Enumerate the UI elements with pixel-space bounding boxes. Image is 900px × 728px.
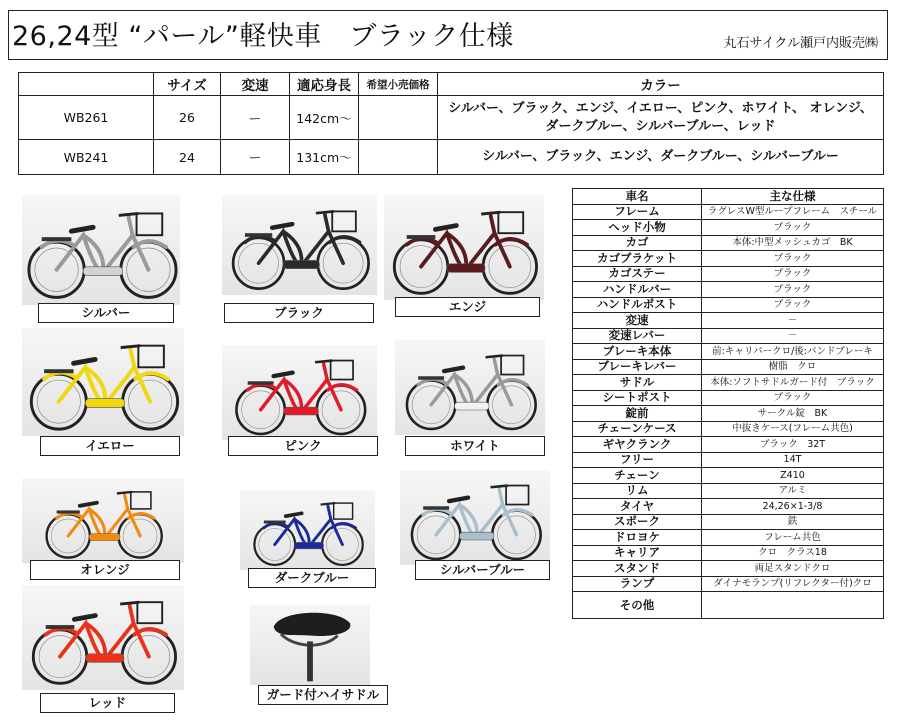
page-title: 26,24型 “パール”軽快車 ブラック仕様 [12, 21, 514, 52]
model-code: WB241 [19, 140, 154, 175]
spec-value: アルミ [702, 483, 884, 499]
spec-value: 両足スタンドクロ [702, 561, 884, 577]
bike-photo [22, 585, 184, 690]
model-price [359, 96, 438, 140]
models-header-price: 希望小売価格 [359, 73, 438, 96]
spec-key: キャリア [573, 545, 702, 561]
spec-value: － [702, 313, 884, 329]
spec-row [573, 359, 884, 375]
spec-key: スポーク [573, 514, 702, 530]
spec-value: 鉄 [702, 514, 884, 530]
model-height: 131cm～ [290, 140, 359, 175]
spec-key: ハンドルバー [573, 282, 702, 298]
spec-row [573, 499, 884, 515]
bike-photo [400, 470, 550, 565]
spec-key: タイヤ [573, 499, 702, 515]
spec-value: 中抜きケース(フレーム共色) [702, 421, 884, 437]
spec-key: ギヤクランク [573, 437, 702, 453]
spec-row [573, 220, 884, 236]
spec-value [702, 592, 884, 619]
spec-header-spec: 主な仕様 [702, 189, 884, 205]
spec-row [573, 421, 884, 437]
models-row [19, 140, 884, 175]
spec-key: フレーム [573, 204, 702, 220]
spec-row [573, 530, 884, 546]
spec-value: Z410 [702, 468, 884, 484]
spec-row [573, 266, 884, 282]
spec-row [573, 483, 884, 499]
bike-photo [395, 340, 545, 435]
color-label: イエロー [40, 436, 180, 456]
model-size: 26 [154, 96, 221, 140]
spec-row [573, 328, 884, 344]
models-header-model [19, 73, 154, 96]
company-name: 丸石サイクル瀬戸内販売㈱ [723, 36, 878, 51]
spec-value: ブラック [702, 297, 884, 313]
spec-row [573, 375, 884, 391]
spec-value: 樹脂 クロ [702, 359, 884, 375]
spec-row [573, 592, 884, 619]
spec-value: クロ クラス18 [702, 545, 884, 561]
color-label: ブラック [224, 303, 374, 323]
bike-photo [222, 195, 377, 295]
spec-value: ブラック [702, 282, 884, 298]
bike-photo [22, 478, 184, 563]
spec-key: サドル [573, 375, 702, 391]
model-shift: ー [221, 96, 290, 140]
spec-key: 錠前 [573, 406, 702, 422]
spec-row [573, 437, 884, 453]
spec-value: フレーム共色 [702, 530, 884, 546]
spec-value: ダイナモランプ(リフレクター付)クロ [702, 576, 884, 592]
saddle-photo [250, 605, 370, 685]
spec-key: ブレーキレバー [573, 359, 702, 375]
spec-row [573, 514, 884, 530]
spec-value: ブラック [702, 220, 884, 236]
models-header-row [19, 73, 884, 96]
spec-value: ブラック 32T [702, 437, 884, 453]
color-label: ガード付ハイサドル [258, 685, 388, 705]
spec-key: リム [573, 483, 702, 499]
bike-photo [384, 195, 544, 300]
spec-key: カゴブラケット [573, 251, 702, 267]
spec-value: ブラック [702, 251, 884, 267]
spec-key: ハンドルポスト [573, 297, 702, 313]
color-label: ホワイト [405, 436, 545, 456]
model-height: 142cm～ [290, 96, 359, 140]
spec-header-name: 車名 [573, 189, 702, 205]
model-price [359, 140, 438, 175]
spec-row [573, 282, 884, 298]
spec-value: － [702, 328, 884, 344]
models-row [19, 96, 884, 140]
spec-table [572, 188, 884, 619]
color-label: ピンク [228, 436, 378, 456]
bike-photo [222, 345, 377, 440]
spec-value: 本体:ソフトサドルガード付 ブラック [702, 375, 884, 391]
model-colors-line: シルバー、ブラック、エンジ、ダークブルー、シルバーブルー [482, 149, 839, 164]
spec-key: スタンド [573, 561, 702, 577]
spec-key: チェーンケース [573, 421, 702, 437]
color-label: レッド [40, 693, 175, 713]
models-table [18, 72, 884, 175]
spec-key: カゴ [573, 235, 702, 251]
spec-value: 前:キャリパークロ/後:バンドブレーキ [702, 344, 884, 360]
spec-key: 変速レバー [573, 328, 702, 344]
model-size: 24 [154, 140, 221, 175]
spec-value: 本体:中型メッシュカゴ BK [702, 235, 884, 251]
spec-row [573, 545, 884, 561]
spec-row [573, 576, 884, 592]
spec-row [573, 452, 884, 468]
spec-header-row [573, 189, 884, 205]
spec-value: サークル錠 BK [702, 406, 884, 422]
model-colors [438, 96, 884, 140]
spec-key: ランプ [573, 576, 702, 592]
spec-key: フリー [573, 452, 702, 468]
models-header-colors: カラー [438, 73, 884, 96]
spec-row [573, 344, 884, 360]
color-label: シルバー [38, 303, 174, 323]
spec-row [573, 313, 884, 329]
model-shift: ー [221, 140, 290, 175]
spec-row [573, 297, 884, 313]
bike-photo [240, 490, 375, 570]
spec-value: ブラック [702, 390, 884, 406]
model-colors-line: シルバー、ブラック、エンジ、イエロー、ピンク、ホワイト、 オレンジ、 [448, 100, 873, 116]
spec-key: ブレーキ本体 [573, 344, 702, 360]
spec-row [573, 406, 884, 422]
spec-row [573, 468, 884, 484]
spec-value: ブラック [702, 266, 884, 282]
color-label: エンジ [395, 297, 540, 317]
models-header-shift: 変速 [221, 73, 290, 96]
spec-value: ラグレスW型ループフレーム スチール [702, 204, 884, 220]
bike-photo [22, 328, 184, 436]
spec-value: 24,26×1-3/8 [702, 499, 884, 515]
spec-row [573, 235, 884, 251]
model-colors [438, 140, 884, 175]
spec-key: その他 [573, 592, 702, 619]
spec-row [573, 390, 884, 406]
spec-row [573, 561, 884, 577]
color-label: オレンジ [30, 560, 180, 580]
spec-key: ヘッド小物 [573, 220, 702, 236]
spec-row [573, 204, 884, 220]
color-label: シルバーブルー [415, 560, 550, 580]
models-header-size: サイズ [154, 73, 221, 96]
model-colors-line: ダークブルー、シルバーブルー、レッド [545, 118, 776, 134]
model-code: WB261 [19, 96, 154, 140]
spec-key: ドロヨケ [573, 530, 702, 546]
models-header-height: 適応身長 [290, 73, 359, 96]
color-label: ダークブルー [248, 568, 376, 588]
spec-key: 変速 [573, 313, 702, 329]
spec-key: チェーン [573, 468, 702, 484]
spec-value: 14T [702, 452, 884, 468]
spec-row [573, 251, 884, 267]
bike-photo [22, 195, 180, 305]
spec-key: シートポスト [573, 390, 702, 406]
spec-key: カゴステー [573, 266, 702, 282]
